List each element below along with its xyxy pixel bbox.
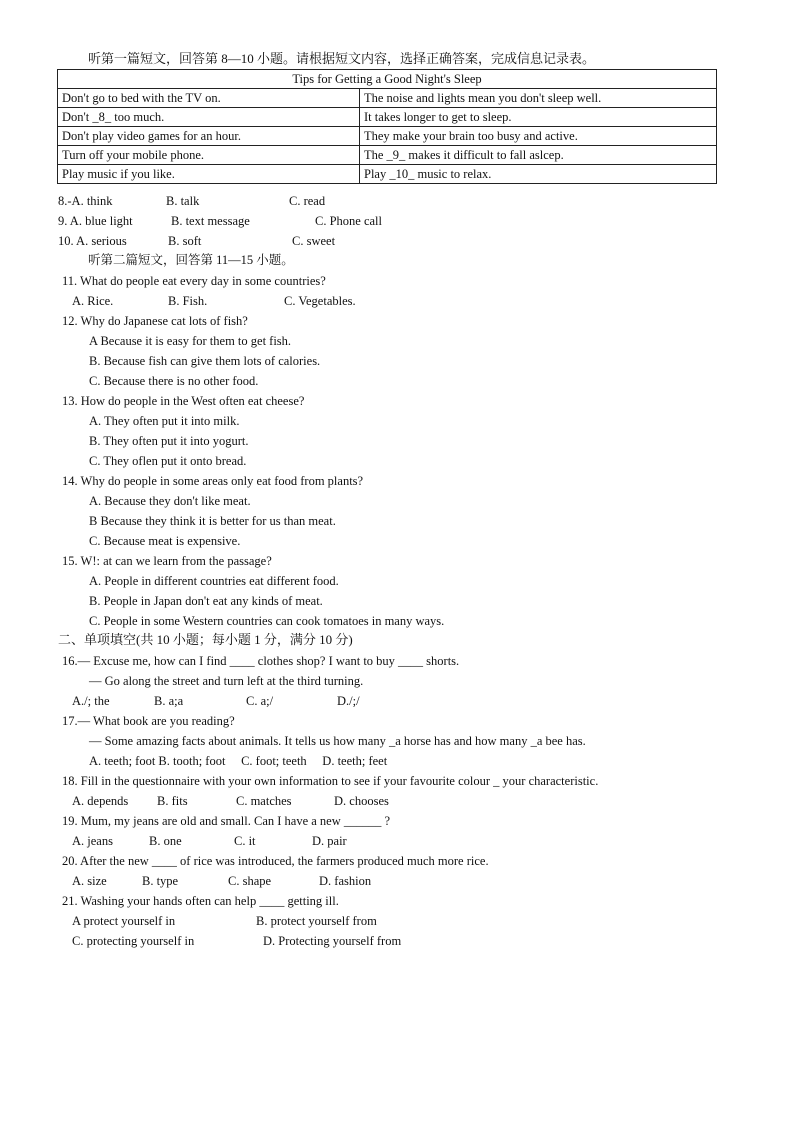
q16-option-a: A./; the [72, 694, 110, 708]
q21-option-b: B. protect yourself from [256, 914, 377, 928]
q14-option-a: A. Because they don't like meat. [89, 494, 251, 508]
q17-reply: — Some amazing facts about animals. It tells us how many _a horse has and how many _a bee has. [89, 734, 586, 748]
table-cell: The noise and lights mean you don't sleep well. [360, 89, 717, 108]
q16-stem: 16.— Excuse me, how can I find ____ clothes shop? I want to buy ____ shorts. [62, 654, 460, 668]
table-row [58, 165, 717, 184]
q11-option-a: A. Rice. [72, 294, 114, 308]
table-cell: The _9_ makes it difficult to fall aslcep. [360, 146, 717, 165]
q10-option-c: C. sweet [292, 234, 336, 248]
table-row [58, 89, 717, 108]
q21-option-d: D. Protecting yourself from [263, 934, 402, 948]
q10-option-a: 10. A. serious [58, 234, 127, 248]
q14-option-b: B Because they think it is better for us than meat. [89, 514, 336, 528]
section2-intro: 听第二篇短文，回答第 11—15 小题。 [88, 253, 294, 267]
q14-stem: 14. Why do people in some areas only eat food from plants? [62, 474, 364, 488]
q21-option-c: C. protecting yourself in [72, 934, 195, 948]
q12-option-a: A Because it is easy for them to get fish. [89, 334, 292, 348]
q21-option-a: A protect yourself in [72, 914, 176, 928]
table-row [58, 146, 717, 165]
q12-option-c: C. Because there is no other food. [89, 374, 259, 388]
q18-stem: 18. Fill in the questionnaire with your own information to see if your favourite colour _ your characteristic. [62, 774, 599, 788]
section1-intro: 听第一篇短文，回答第 8—10 小题。请根据短文内容，选择正确答案，完成信息记录表。 [88, 51, 596, 66]
q15-stem: 15. W!: at can we learn from the passage? [62, 554, 272, 568]
table-row [58, 108, 717, 127]
q17-stem: 17.— What book are you reading? [62, 714, 235, 728]
q10-option-b: B. soft [168, 234, 202, 248]
q17-options: A. teeth; foot B. tooth; foot C. foot; teeth D. teeth; feet [89, 754, 388, 768]
table-cell: Turn off your mobile phone. [58, 146, 360, 165]
table-title: Tips for Getting a Good Night's Sleep [58, 70, 717, 89]
q16-option-d: D./;/ [337, 694, 360, 708]
table-row [58, 127, 717, 146]
q13-option-b: B. They often put it into yogurt. [89, 434, 249, 448]
q11-stem: 11. What do people eat every day in some countries? [62, 274, 326, 288]
table-title-row [58, 70, 717, 89]
q16-reply: — Go along the street and turn left at the third turning. [89, 674, 364, 688]
section3-heading: 二、单项填空(共 10 小题；每小题 1 分，满分 10 分) [58, 632, 353, 647]
q13-stem: 13. How do people in the West often eat cheese? [62, 394, 305, 408]
q8-option-c: C. read [289, 194, 326, 208]
q15-option-b: B. People in Japan don't eat any kinds of meat. [89, 594, 323, 608]
q20-option-d: D. fashion [319, 874, 372, 888]
table-cell: Don't _8_ too much. [58, 108, 360, 127]
table-cell: Don't play video games for an hour. [58, 127, 360, 146]
q18-option-d: D. chooses [334, 794, 389, 808]
table-cell: It takes longer to get to sleep. [360, 108, 717, 127]
table-cell: Play _10_ music to relax. [360, 165, 717, 184]
table-cell: They make your brain too busy and active. [360, 127, 717, 146]
q15-option-c: C. People in some Western countries can cook tomatoes in many ways. [89, 614, 445, 628]
q20-option-b: B. type [142, 874, 179, 888]
q18-option-b: B. fits [157, 794, 188, 808]
q9-option-b: B. text message [171, 214, 250, 228]
q19-stem: 19. Mum, my jeans are old and small. Can I have a new ______ ? [62, 814, 391, 828]
q20-option-a: A. size [72, 874, 107, 888]
q13-option-a: A. They often put it into milk. [89, 414, 240, 428]
q13-option-c: C. They oflen put it onto bread. [89, 454, 247, 468]
q9-option-c: C. Phone call [315, 214, 383, 228]
q18-option-a: A. depends [72, 794, 129, 808]
q19-option-a: A. jeans [72, 834, 113, 848]
q12-stem: 12. Why do Japanese cat lots of fish? [62, 314, 248, 328]
sleep-tips-table [57, 69, 717, 184]
table-cell: Don't go to bed with the TV on. [58, 89, 360, 108]
q19-option-d: D. pair [312, 834, 347, 848]
q8-option-b: B. talk [166, 194, 200, 208]
q16-option-c: C. a;/ [246, 694, 274, 708]
q19-option-b: B. one [149, 834, 182, 848]
q21-stem: 21. Washing your hands often can help ____ getting ill. [62, 894, 339, 908]
q16-option-b: B. a;a [154, 694, 184, 708]
q8-option-a: 8.-A. think [58, 194, 113, 208]
q14-option-c: C. Because meat is expensive. [89, 534, 241, 548]
q12-option-b: B. Because fish can give them lots of calories. [89, 354, 321, 368]
q19-option-c: C. it [234, 834, 256, 848]
q20-stem: 20. After the new ____ of rice was introduced, the farmers produced much more rice. [62, 854, 489, 868]
q11-option-b: B. Fish. [168, 294, 208, 308]
q9-option-a: 9. A. blue light [58, 214, 133, 228]
table-cell: Play music if you like. [58, 165, 360, 184]
q18-option-c: C. matches [236, 794, 292, 808]
q15-option-a: A. People in different countries eat different food. [89, 574, 339, 588]
q20-option-c: C. shape [228, 874, 272, 888]
q11-option-c: C. Vegetables. [284, 294, 356, 308]
